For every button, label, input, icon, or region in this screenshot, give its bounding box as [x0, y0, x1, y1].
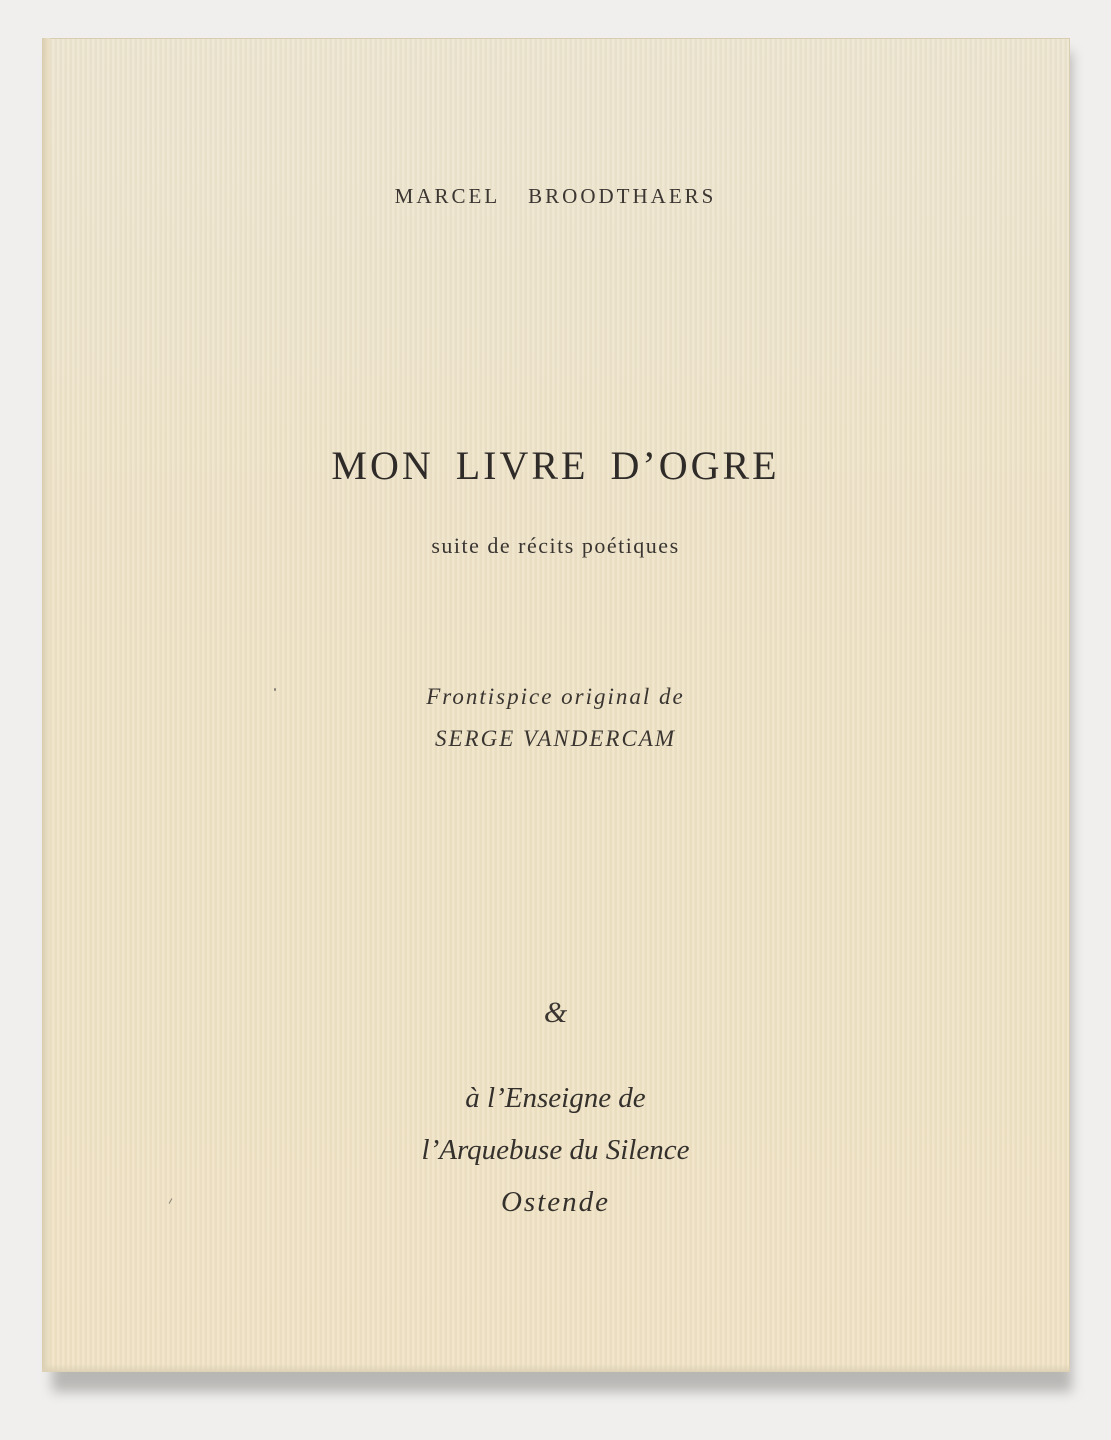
author-last-name: BROODTHAERS — [528, 184, 717, 208]
book-subtitle: suite de récits poétiques — [431, 533, 680, 558]
book-title — [0, 442, 1111, 489]
publisher-city: Ostende — [500, 1186, 611, 1218]
author-name — [0, 184, 1111, 209]
publisher-line-1: à l’Enseigne de — [465, 1082, 646, 1114]
author-first-name: MARCEL — [394, 184, 501, 208]
title-word-3: D’OGRE — [610, 443, 780, 488]
frontispiece-credit: Frontispice original de — [426, 684, 685, 709]
cover-bottom-edge — [42, 1364, 1070, 1372]
title-word-2: LIVRE — [455, 443, 589, 488]
publisher-line-2: l’Arquebuse du Silence — [421, 1134, 690, 1166]
frontispiece-artist: SERGE VANDERCAM — [435, 726, 676, 751]
title-word-1: MON — [331, 443, 434, 488]
ampersand-ornament: & — [543, 996, 568, 1029]
